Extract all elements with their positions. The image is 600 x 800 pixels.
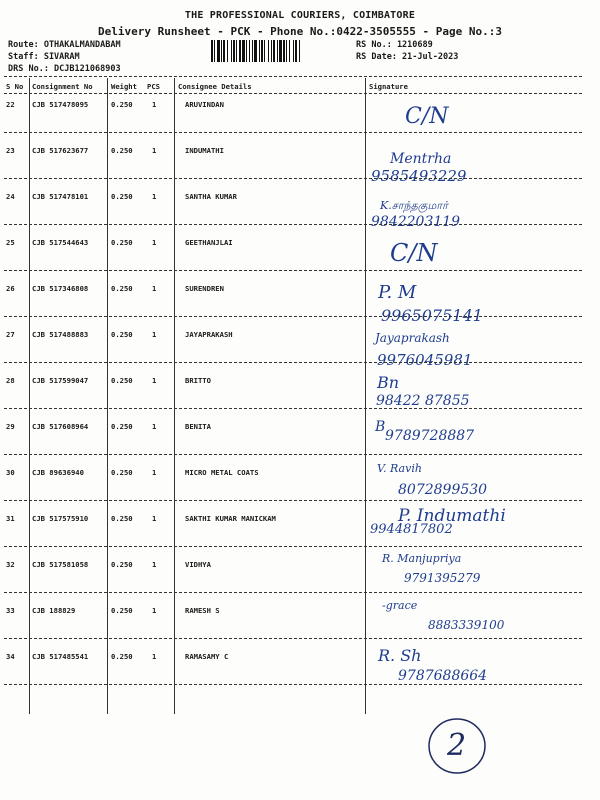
handwritten-phone-number: 9787688664	[398, 668, 488, 684]
row-consignment-no: CJB 517485541	[32, 652, 89, 661]
handwritten-signature: Bn	[377, 373, 400, 392]
column-divider	[365, 78, 366, 714]
row-weight: 0.250	[111, 330, 133, 339]
row-pcs: 1	[152, 422, 157, 431]
company-title: THE PROFESSIONAL COURIERS, COIMBATORE	[184, 10, 416, 21]
column-divider	[107, 78, 108, 714]
row-sno: 30	[6, 468, 15, 477]
handwritten-signature: Jayaprakash	[375, 331, 450, 345]
header-divider-bottom	[4, 93, 582, 94]
page-mark-number: 2	[447, 728, 467, 763]
handwritten-signature: P. Indumathi	[398, 506, 506, 526]
row-weight: 0.250	[111, 284, 133, 293]
row-pcs: 1	[152, 330, 157, 339]
row-consignment-no: CJB 89636940	[32, 468, 84, 477]
row-consignee: SURENDREN	[185, 284, 224, 293]
handwritten-phone-number: 9976045981	[377, 351, 473, 369]
row-sno: 27	[6, 330, 15, 339]
handwritten-signature: C/N	[390, 239, 438, 267]
handwritten-phone-number: 98422 87855	[376, 393, 470, 409]
row-pcs: 1	[152, 100, 157, 109]
row-pcs: 1	[152, 652, 157, 661]
row-divider	[4, 454, 582, 455]
handwritten-signature: Mentrha	[390, 151, 452, 167]
rs-date: RS Date: 21-Jul-2023	[356, 52, 459, 62]
row-consignee: BRITTO	[185, 376, 211, 385]
row-sno: 23	[6, 146, 15, 155]
handwritten-phone-number: 8072899530	[398, 482, 488, 498]
row-consignee: VIDHYA	[185, 560, 211, 569]
row-pcs: 1	[152, 192, 157, 201]
row-divider	[4, 500, 582, 501]
row-consignee: INDUMATHI	[185, 146, 224, 155]
row-weight: 0.250	[111, 376, 133, 385]
rs-number: RS No.: 1210689	[356, 40, 433, 50]
row-consignment-no: CJB 517575910	[32, 514, 89, 523]
row-sno: 25	[6, 238, 15, 247]
handwritten-phone-number: 9842203119	[371, 214, 461, 230]
row-pcs: 1	[152, 514, 157, 523]
col-header-pcs: PCS	[147, 82, 160, 91]
row-pcs: 1	[152, 146, 157, 155]
row-weight: 0.250	[111, 146, 133, 155]
drs-line: DRS No.: DCJB121068903	[8, 64, 121, 74]
row-consignment-no: CJB 517544643	[32, 238, 89, 247]
row-consignment-no: CJB 517608964	[32, 422, 89, 431]
row-consignee: JAYAPRAKASH	[185, 330, 233, 339]
row-weight: 0.250	[111, 192, 133, 201]
handwritten-signature: R. Manjupriya	[382, 552, 462, 565]
column-divider	[29, 78, 30, 714]
row-consignee: SAKTHI KUMAR MANICKAM	[185, 514, 276, 523]
row-consignment-no: CJB 517478101	[32, 192, 89, 201]
row-weight: 0.250	[111, 238, 133, 247]
row-sno: 26	[6, 284, 15, 293]
column-divider	[174, 78, 175, 714]
row-consignee: BENITA	[185, 422, 211, 431]
row-weight: 0.250	[111, 652, 133, 661]
handwritten-phone-number: 9789728887	[385, 428, 475, 444]
row-consignment-no: CJB 517478095	[32, 100, 89, 109]
route-info	[8, 39, 121, 75]
handwritten-phone-number: 9965075141	[381, 306, 483, 325]
col-header-sno: S No	[6, 82, 24, 91]
row-divider	[4, 592, 582, 593]
row-consignment-no: CJB 517346808	[32, 284, 89, 293]
handwritten-signature: -grace	[382, 599, 418, 612]
col-header-signature: Signature	[369, 82, 408, 91]
handwritten-signature: V. Ravih	[377, 462, 422, 475]
row-consignment-no: CJB 517488883	[32, 330, 89, 339]
row-consignee: GEETHANJLAI	[185, 238, 233, 247]
handwritten-signature: R. Sh	[378, 646, 422, 665]
row-pcs: 1	[152, 560, 157, 569]
row-weight: 0.250	[111, 606, 133, 615]
row-divider	[4, 224, 582, 225]
col-header-weight: Weight	[111, 82, 137, 91]
row-divider	[4, 408, 582, 409]
row-consignee: RAMASAMY C	[185, 652, 229, 661]
row-pcs: 1	[152, 376, 157, 385]
row-weight: 0.250	[111, 100, 133, 109]
handwritten-signature: C/N	[405, 104, 449, 129]
handwritten-phone-number: 8883339100	[428, 618, 505, 632]
row-consignment-no: CJB 188829	[32, 606, 76, 615]
row-divider	[4, 684, 582, 685]
handwritten-signature: P. M	[378, 282, 417, 303]
handwritten-signature: K.சாந்தகுமார்	[380, 199, 448, 212]
row-sno: 32	[6, 560, 15, 569]
row-sno: 22	[6, 100, 15, 109]
row-pcs: 1	[152, 238, 157, 247]
row-divider	[4, 546, 582, 547]
row-divider	[4, 638, 582, 639]
handwritten-signature: B	[375, 419, 386, 435]
row-sno: 33	[6, 606, 15, 615]
row-weight: 0.250	[111, 560, 133, 569]
row-consignee: ARUVINDAN	[185, 100, 224, 109]
row-pcs: 1	[152, 284, 157, 293]
row-sno: 31	[6, 514, 15, 523]
row-sno: 28	[6, 376, 15, 385]
row-sno: 29	[6, 422, 15, 431]
row-consignment-no: CJB 517599047	[32, 376, 89, 385]
col-header-consignment: Consignment No	[32, 82, 93, 91]
row-divider	[4, 270, 582, 271]
handwritten-phone-number: 9944817802	[370, 522, 453, 537]
row-weight: 0.250	[111, 514, 133, 523]
row-pcs: 1	[152, 468, 157, 477]
row-pcs: 1	[152, 606, 157, 615]
row-sno: 24	[6, 192, 15, 201]
col-header-consignee: Consignee Details	[178, 82, 252, 91]
row-consignment-no: CJB 517623677	[32, 146, 89, 155]
row-consignee: MICRO METAL COATS	[185, 468, 259, 477]
row-consignment-no: CJB 517581058	[32, 560, 89, 569]
row-weight: 0.250	[111, 468, 133, 477]
row-consignee: RAMESH S	[185, 606, 220, 615]
rs-info	[356, 39, 458, 63]
row-divider	[4, 178, 582, 179]
barcode-image	[210, 40, 348, 62]
header-divider-top	[4, 76, 582, 77]
handwritten-phone-number: 9791395279	[404, 571, 481, 585]
row-weight: 0.250	[111, 422, 133, 431]
row-sno: 34	[6, 652, 15, 661]
row-divider	[4, 316, 582, 317]
route-line: Route: OTHAKALMANDABAM	[8, 40, 121, 50]
staff-line: Staff: SIVARAM	[8, 52, 80, 62]
handwritten-phone-number: 9585493229	[371, 167, 467, 185]
row-divider	[4, 132, 582, 133]
row-consignee: SANTHA KUMAR	[185, 192, 237, 201]
runsheet-subtitle: Delivery Runsheet - PCK - Phone No.:0422-3505555 - Page No.:3	[98, 25, 502, 38]
row-divider	[4, 362, 582, 363]
